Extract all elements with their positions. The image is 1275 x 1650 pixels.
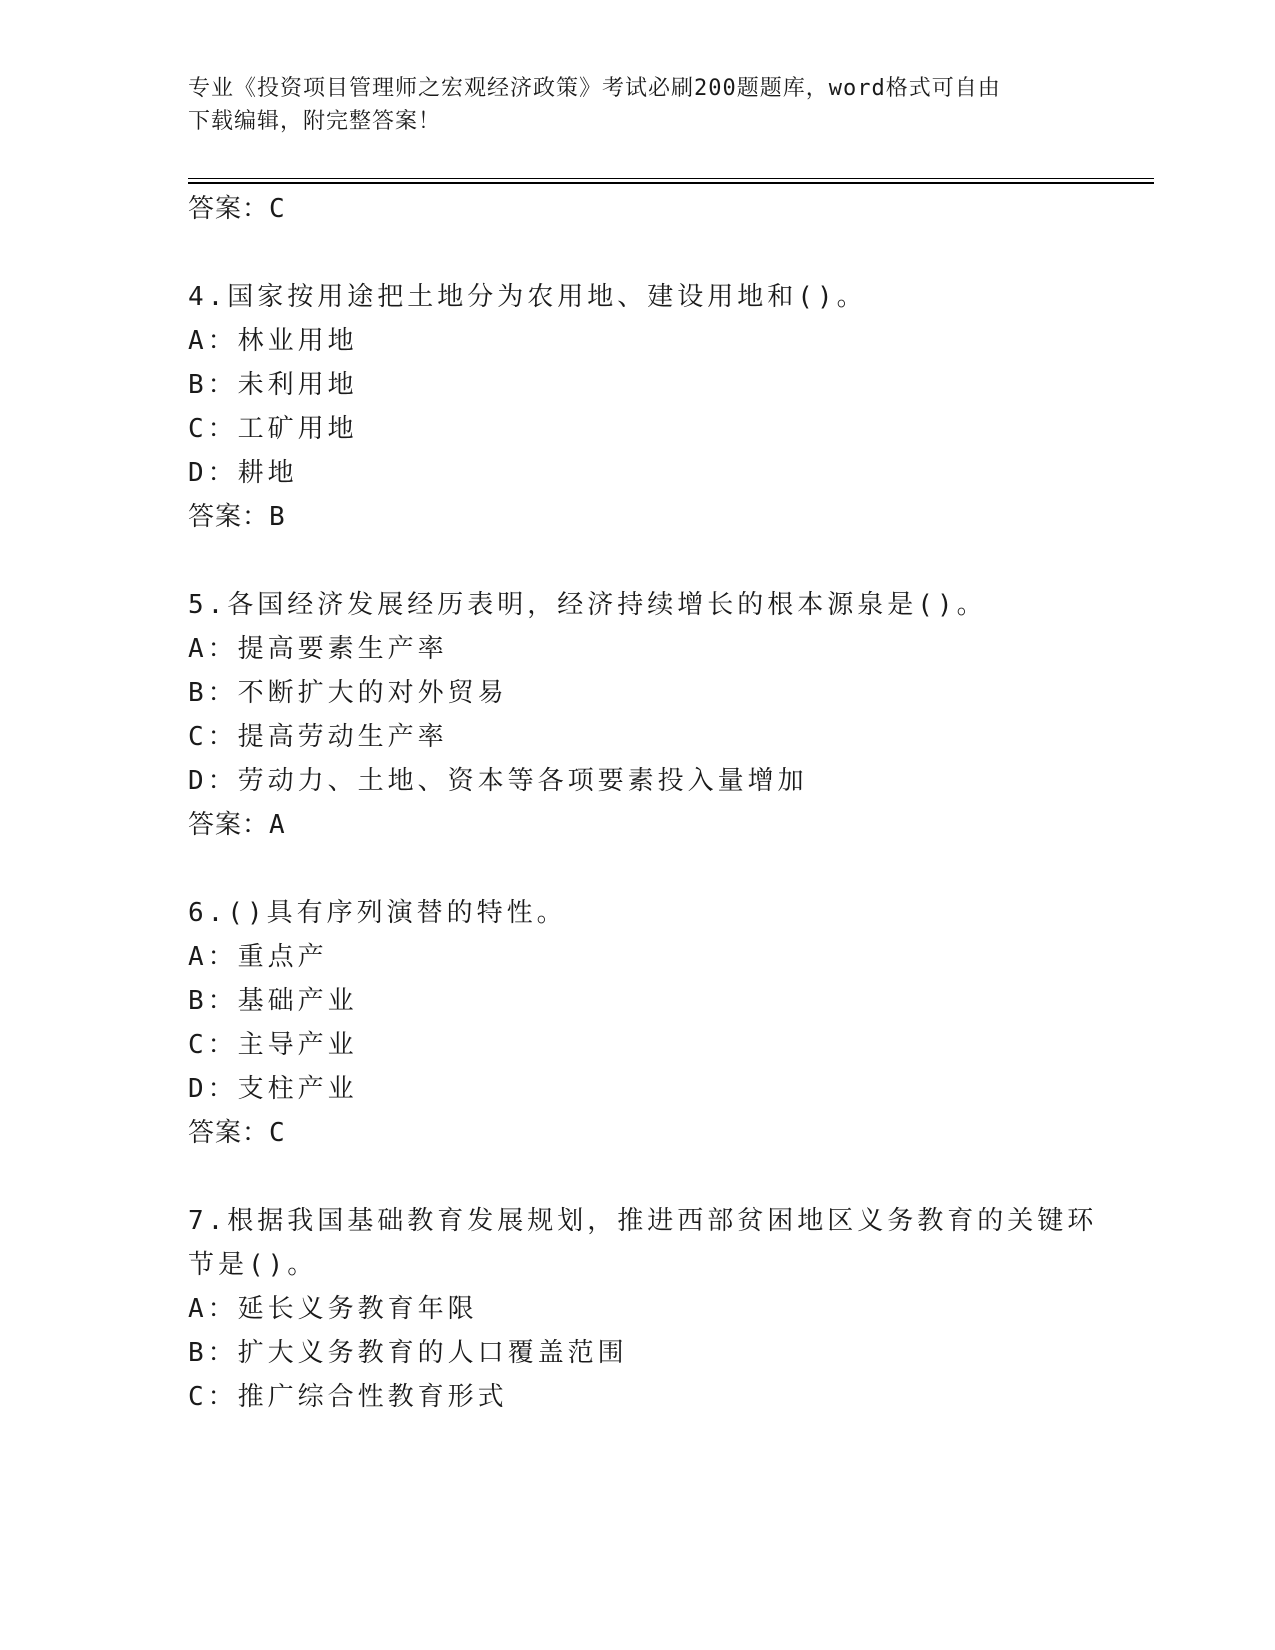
question-6-option-c: C：主导产业 xyxy=(188,1030,358,1060)
question-7-text-line-2: 节是()。 xyxy=(188,1250,318,1280)
question-4-text: 4.国家按用途把土地分为农用地、建设用地和()。 xyxy=(188,282,867,312)
answer-q3 xyxy=(188,188,1088,225)
question-5-option-a: A：提高要素生产率 xyxy=(188,634,448,664)
header-line-2: 下载编辑，附完整答案！ xyxy=(188,109,442,134)
question-5-text: 5.各国经济发展经历表明，经济持续增长的根本源泉是()。 xyxy=(188,590,987,620)
answer-q5 xyxy=(188,804,1088,841)
question-7-option-b: B：扩大义务教育的人口覆盖范围 xyxy=(188,1338,628,1368)
question-6-text: 6.()具有序列演替的特性。 xyxy=(188,898,567,928)
answer-q6 xyxy=(188,1112,1088,1149)
question-5-option-d: D：劳动力、土地、资本等各项要素投入量增加 xyxy=(188,766,808,796)
header-rule-thin xyxy=(188,178,1154,179)
question-7-option-a: A：延长义务教育年限 xyxy=(188,1294,478,1324)
answer-value: C xyxy=(269,194,287,224)
answer-label: 答案： xyxy=(188,502,270,532)
answer-q4 xyxy=(188,496,1088,533)
answer-label: 答案： xyxy=(188,1118,270,1148)
answer-value: B xyxy=(269,502,287,532)
question-6-option-b: B：基础产业 xyxy=(188,986,358,1016)
header-line-1: 专业《投资项目管理师之宏观经济政策》考试必刷200题题库，word格式可自由 xyxy=(188,76,1001,101)
question-7-option-c: C：推广综合性教育形式 xyxy=(188,1382,508,1412)
answer-label: 答案： xyxy=(188,194,270,224)
question-4-option-b: B：未利用地 xyxy=(188,370,358,400)
answer-value: A xyxy=(269,810,287,840)
question-4-option-c: C：工矿用地 xyxy=(188,414,358,444)
question-6-option-d: D：支柱产业 xyxy=(188,1074,358,1104)
answer-value: C xyxy=(269,1118,287,1148)
question-5-option-c: C：提高劳动生产率 xyxy=(188,722,448,752)
question-4-option-d: D：耕地 xyxy=(188,458,298,488)
question-5-option-b: B：不断扩大的对外贸易 xyxy=(188,678,508,708)
header-rule-thick xyxy=(188,182,1154,184)
question-7-text-line-1: 7.根据我国基础教育发展规划，推进西部贫困地区义务教育的关键环 xyxy=(188,1206,1098,1236)
answer-label: 答案： xyxy=(188,810,270,840)
document-header xyxy=(188,72,1068,138)
question-4-option-a: A：林业用地 xyxy=(188,326,358,356)
question-6-option-a: A：重点产 xyxy=(188,942,328,972)
